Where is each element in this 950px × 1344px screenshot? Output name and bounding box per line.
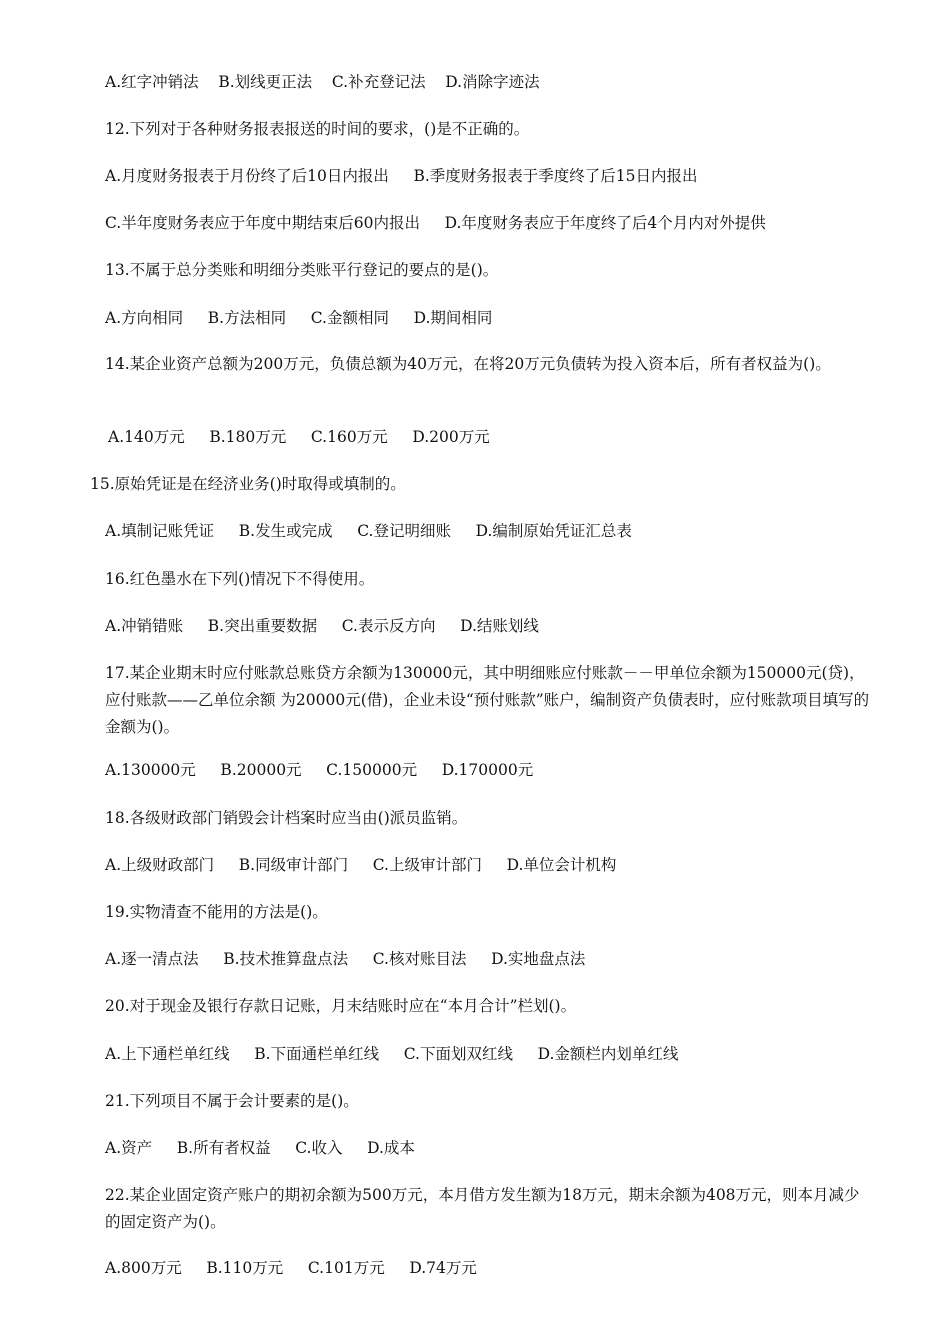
q16-options: A.冲销错账 B.突出重要数据 C.表示反方向 D.结账划线 [105, 617, 539, 635]
q20-stem: 20.对于现金及银行存款日记账，月末结账时应在“本月合计”栏划()。 [105, 997, 577, 1015]
q12-options-cd: C.半年度财务表应于年度中期结束后60内报出 D.年度财务表应于年度终了后4个月内对外提供 [105, 214, 766, 232]
q21-options: A.资产 B.所有者权益 C.收入 D.成本 [105, 1139, 415, 1157]
q14-stem: 14.某企业资产总额为200万元，负债总额为40万元，在将20万元负债转为投入资本后，所有者权益为()。 [105, 355, 831, 373]
q15-options: A.填制记账凭证 B.发生或完成 C.登记明细账 D.编制原始凭证汇总表 [105, 522, 632, 540]
q16-stem: 16.红色墨水在下列()情况下不得使用。 [105, 570, 375, 588]
q13-stem: 13.不属于总分类账和明细分类账平行登记的要点的是()。 [105, 261, 499, 279]
q14-options: A.140万元 B.180万元 C.160万元 D.200万元 [108, 428, 490, 446]
q12-options-ab: A.月度财务报表于月份终了后10日内报出 B.季度财务报表于季度终了后15日内报出 [105, 167, 698, 185]
q11-options: A.红字冲销法 B.划线更正法 C.补充登记法 D.消除字迹法 [105, 73, 540, 91]
q20-options: A.上下通栏单红线 B.下面通栏单红线 C.下面划双红线 D.金额栏内划单红线 [105, 1045, 679, 1063]
q18-options: A.上级财政部门 B.同级审计部门 C.上级审计部门 D.单位会计机构 [105, 856, 617, 874]
q17-stem: 17.某企业期末时应付账款总账贷方余额为130000元，其中明细账应付账款－－甲单位余额为150000元(贷)，应付账款——乙单位余额 为20000元(借)，企业未设“预付账款”账户，编制资产负债表时，应付账款项目填写的金额为()。 [105, 664, 870, 736]
q22-options: A.800万元 B.110万元 C.101万元 D.74万元 [105, 1259, 477, 1277]
q22-stem: 22.某企业固定资产账户的期初余额为500万元，本月借方发生额为18万元，期末余额为408万元，则本月减少的固定资产为()。 [105, 1186, 860, 1231]
q18-stem: 18.各级财政部门销毁会计档案时应当由()派员监销。 [105, 809, 468, 827]
q12-stem: 12.下列对于各种财务报表报送的时间的要求，()是不正确的。 [105, 120, 530, 138]
q19-stem: 19.实物清查不能用的方法是()。 [105, 903, 328, 921]
q17-options: A.130000元 B.20000元 C.150000元 D.170000元 [105, 761, 534, 779]
q19-options: A.逐一清点法 B.技术推算盘点法 C.核对账目法 D.实地盘点法 [105, 950, 586, 968]
q15-stem: 15.原始凭证是在经济业务()时取得或填制的。 [90, 475, 406, 493]
q21-stem: 21.下列项目不属于会计要素的是()。 [105, 1092, 359, 1110]
q13-options: A.方向相同 B.方法相同 C.金额相同 D.期间相同 [105, 309, 493, 327]
